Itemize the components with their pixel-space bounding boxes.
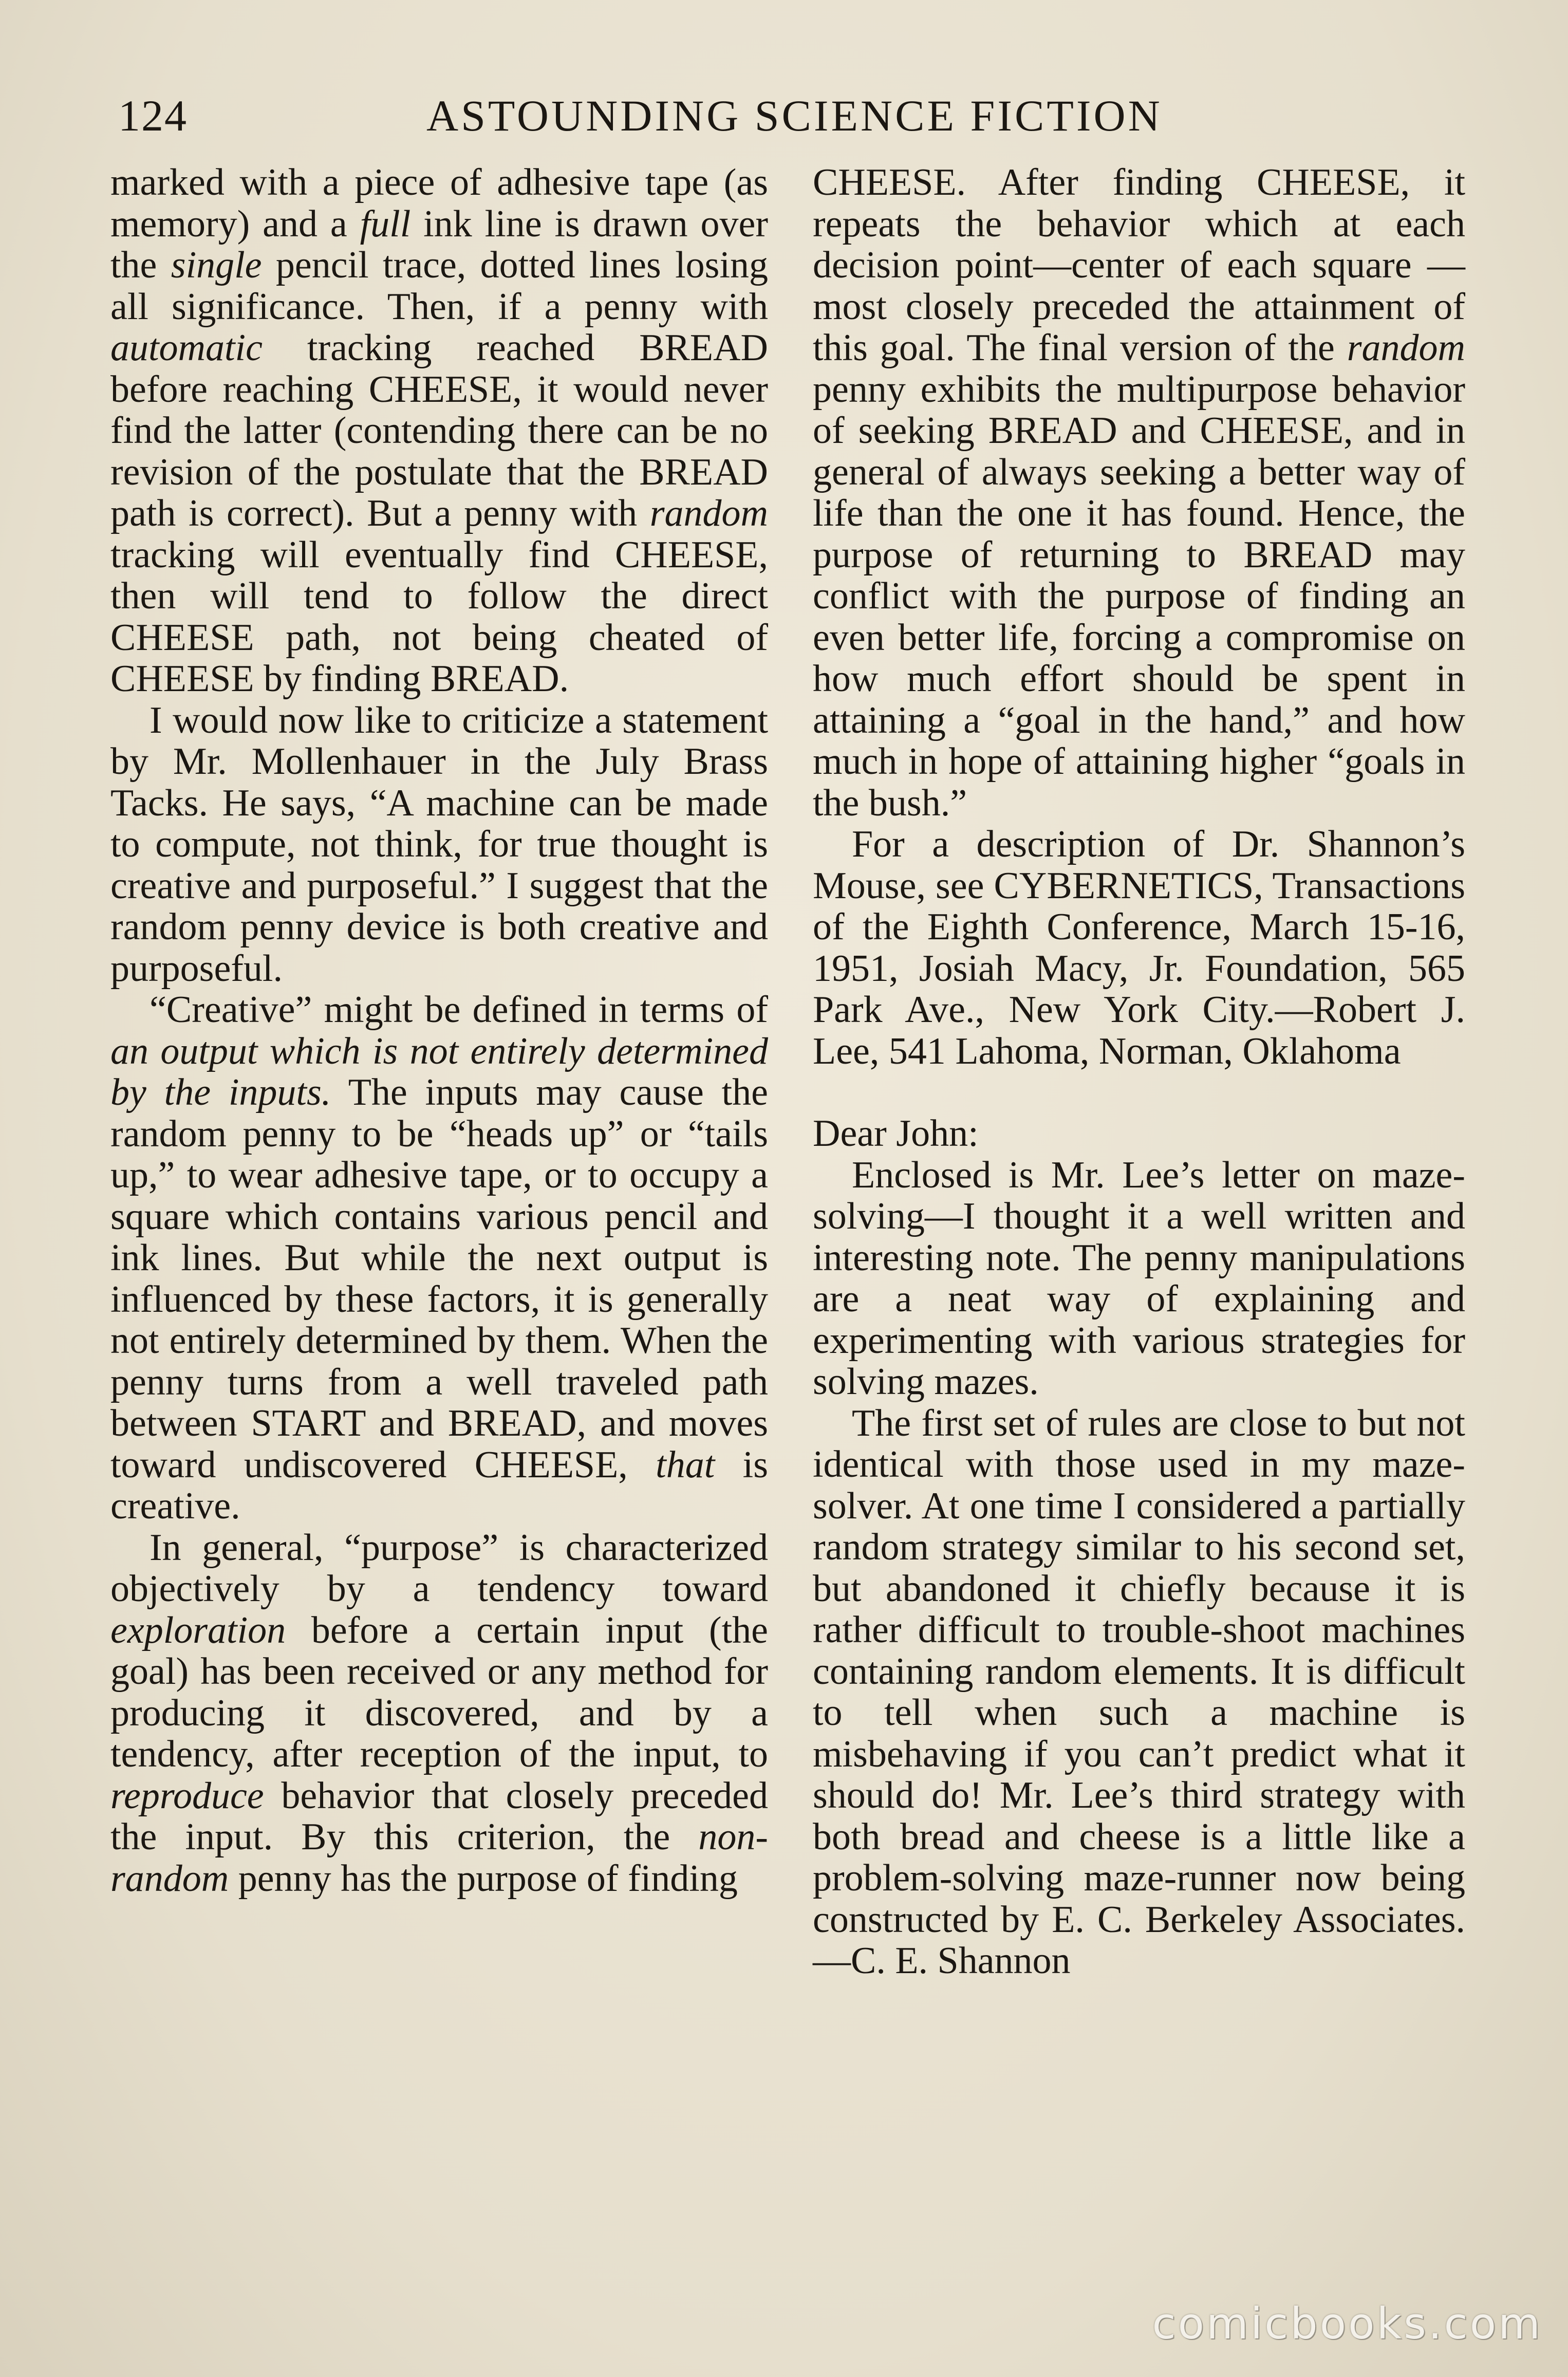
page-header: [118, 90, 1450, 146]
italic-run: full: [360, 202, 411, 245]
text-run: is creative.: [110, 1443, 768, 1527]
right-paragraph-4: The first set of rules are close to but not identical with those used in my maze-solver. At one time I considered a partially random strategy similar to his second set, but abandoned it chiefly because it is rather difficult to trouble-shoot machines containing random elements. It is difficult to tell when such a machine is misbehaving if you can’t predict what it should do! Mr. Lee’s third strategy with both bread and cheese is a little like a problem-solving maze-runner now being constructed by E. C. Berkeley Associates.—C. E. Shannon: [813, 1402, 1465, 1982]
right-paragraph-1: [813, 162, 1465, 824]
italic-run: single: [171, 244, 262, 286]
letter-salutation: Dear John:: [813, 1112, 979, 1155]
text-run: ink line is drawn over the: [110, 202, 768, 286]
italic-run: automatic: [110, 327, 263, 369]
text-run: “Creative” might be defined in terms of: [150, 989, 768, 1031]
left-paragraph-3: [110, 989, 768, 1527]
italic-run: that: [656, 1443, 715, 1486]
text-run: before a certain input (the goal) has been received or any method for producing it discovered, and by a tendency, after reception of the input, to: [110, 1609, 768, 1775]
text-run: In general, “purpose” is characterized objectively by a tendency toward: [110, 1526, 768, 1610]
text-run: CHEESE. After finding CHEESE, it repeats the behavior which at each decision point—center of each square —most closely preceded the attainment of this goal. The final version of the: [813, 161, 1465, 369]
watermark: comicbooks.com: [1152, 2298, 1542, 2349]
running-title: ASTOUNDING SCIENCE FICTION: [426, 91, 1163, 140]
text-run: tracking will eventually find CHEESE, then will tend to follow the direct CHEESE path, not being cheated of CHEESE by finding BREAD.: [110, 533, 768, 700]
text-run: tracking reached BREAD before reaching CHEESE, it would never find the latter (contending there can be no revision of the postulate that the BREAD path is correct). But a penny with: [110, 327, 768, 534]
italic-run: an output which is not entirely determined by the inputs.: [110, 1030, 768, 1113]
left-paragraph-1: [110, 162, 768, 700]
right-paragraph-3: Enclosed is Mr. Lee’s letter on maze-solving—I thought it a well written and interesting note. The penny manipulations are a neat way of explaining and experimenting with various strategies for solving mazes.: [813, 1154, 1465, 1403]
right-column: [813, 162, 1465, 1982]
italic-run: reproduce: [110, 1774, 264, 1817]
page-number: 124: [118, 91, 188, 140]
text-run: pencil trace, dotted lines losing all significance. Then, if a penny with: [110, 244, 769, 328]
text-run: penny exhibits the multipurpose behavior of seeking BREAD and CHEESE, and in general of always seeking a better way of life than the one it has found. Hence, the purpose of returning to BREAD may conflict with the purpose of finding an even better life, forcing a compromise on how much effort should be spent in attaining a “goal in the hand,” and how much in hope of attaining higher “goals in the bush.”: [813, 368, 1465, 824]
italic-run: non-random: [110, 1816, 768, 1900]
left-column: [110, 162, 768, 1899]
text-run: behavior that closely preceded the input. By this criterion, the: [110, 1774, 768, 1858]
italic-run: random: [1347, 327, 1465, 369]
left-paragraph-4: [110, 1527, 768, 1900]
left-paragraph-2: I would now like to criticize a statement by Mr. Mollenhauer in the July Brass Tacks. He says, “A machine can be made to compute, not think, for true thought is creative and purposeful.” I suggest that the random penny device is both creative and purposeful.: [110, 699, 768, 990]
italic-run: exploration: [110, 1609, 286, 1651]
right-paragraph-2: For a description of Dr. Shannon’s Mouse, see CYBERNETICS, Transactions of the Eighth Conference, March 15-16, 1951, Josiah Macy, Jr. Foundation, 565 Park Ave., New York City.—Robert J. Lee, 541 Lahoma, Norman, Oklahoma: [813, 823, 1465, 1072]
italic-run: random: [649, 492, 768, 534]
text-run: marked with a piece of adhesive tape (as memory) and a: [110, 161, 768, 245]
text-run: penny has the purpose of finding: [229, 1857, 738, 1900]
text-run: The inputs may cause the random penny to be “heads up” or “tails up,” to wear adhesive tape, or to occupy a square which contains various pencil and ink lines. But while the next output is influenced by these factors, it is generally not entirely determined by them. When the penny turns from a well traveled path between START and BREAD, and moves toward undiscovered CHEESE,: [110, 1071, 768, 1486]
